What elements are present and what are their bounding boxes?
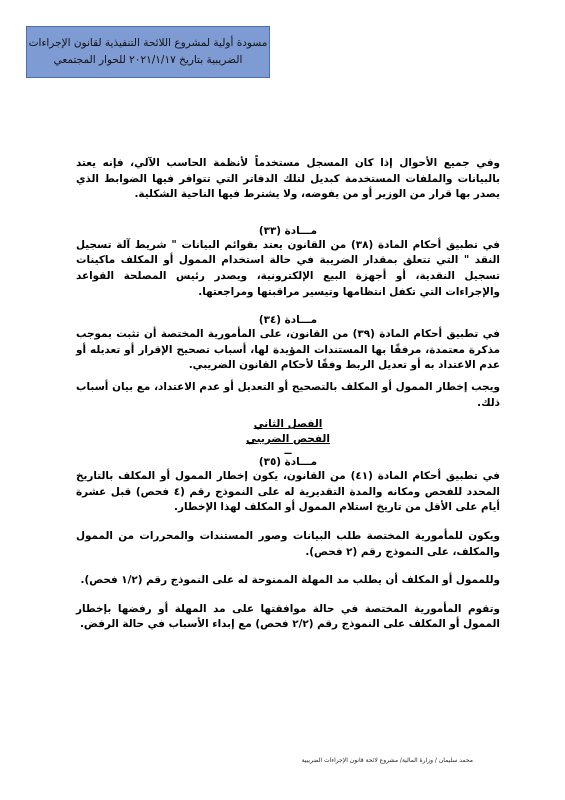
page-footer: محمد سليمان / وزارة المالية/ مشروع لائحة قانون الإجراءات الضريبية [301,757,473,764]
document-body [76,156,500,633]
chapter-title: الفصل الثاني [253,418,323,431]
draft-notice-line-1: مسودة أولية لمشروع اللائحة التنفيذية لقانون الإجراءات [28,37,268,49]
article-34-text-1: في تطبيق أحكام المادة (٣٩) من القانون، على المأمورية المختصة أن تثبت بموجب مذكرة معتمدة، مرفقًا بها المستندات المؤيدة لها، أسباب تصحيح الإقرار أو تعديله أو عدم الاعتداد به أو تعديل الربط وفقًا لأحكام القانون الضريبي. [76,328,500,372]
chapter-subtitle: الفحص الضريبي [246,433,330,446]
article-34-heading: مـــادة (٣٤) [258,314,318,327]
draft-notice-line-2: الضريبية بتاريخ ٢٠٢١/١/١٧ للحوار المجتمعي [53,54,243,66]
article-33-heading: مـــادة (٣٣) [258,224,318,237]
article-35-heading: مـــادة (٣٥) [258,456,318,469]
article-35-text-2: ويكون للمأمورية المختصة طلب البيانات وصور المستندات والمحررات من الممول والمكلف، على النموذج رقم (٢ فحص). [76,529,500,558]
article-34-text-2: ويجب إخطار الممول أو المكلف بالتصحيح أو التعديل أو عدم الاعتداد، مع بيان أسباب ذلك. [76,380,500,409]
chapter-dash: ــ [284,445,292,458]
article-35-text-3: وللممول أو المكلف أن يطلب مد المهلة الممنوحة له على النموذج رقم (١/٢ فحص). [80,574,500,587]
article-33-text: في تطبيق أحكام المادة (٣٨) من القانون يعتد بقوائم البيانات " شريط آلة تسجيل النقد " التي تتعلق بمقدار الضريبة في حالة استخدام الممول أو المكلف ماكينات تسجيل النقدية، أو أجهزة البيع الإلكترونية، ويصدر رئيس المصلحة القواعد والإجراءات التي تكفل انتظامها وتيسير مراقبتها ومراجعتها. [76,238,500,298]
article-35-text-1: في تطبيق أحكام المادة (٤١) من القانون، يكون إخطار الممول أو المكلف بالتاريخ المحدد للفحص ومكانه والمدة التقديرية له على النموذج رقم (٤ فحص) قبل عشرة أيام على الأقل من تاريخ استلام الممول أو المكلف لهذا الإخطار. [76,470,500,514]
draft-notice-box [26,26,270,78]
article-35-text-4: وتقوم المأمورية المختصة في حالة موافقتها على مد المهلة أو رفضها بإخطار الممول أو المكلف على النموذج رقم (٢/٢ فحص) مع إبداء الأسباب في حالة الرفض. [76,602,500,631]
intro-paragraph: وفي جميع الأحوال إذا كان المسجل مستخدماً لأنظمة الحاسب الآلي، فإنه يعتد بالبيانات والملفات المستخدمة كبديل لتلك الدفاتر التي تتوافر فيها الضوابط الذي يصدر بها قرار من الوزير أو من يفوضه، ولا يشترط فيها الناحية الشكلية. [76,157,500,201]
